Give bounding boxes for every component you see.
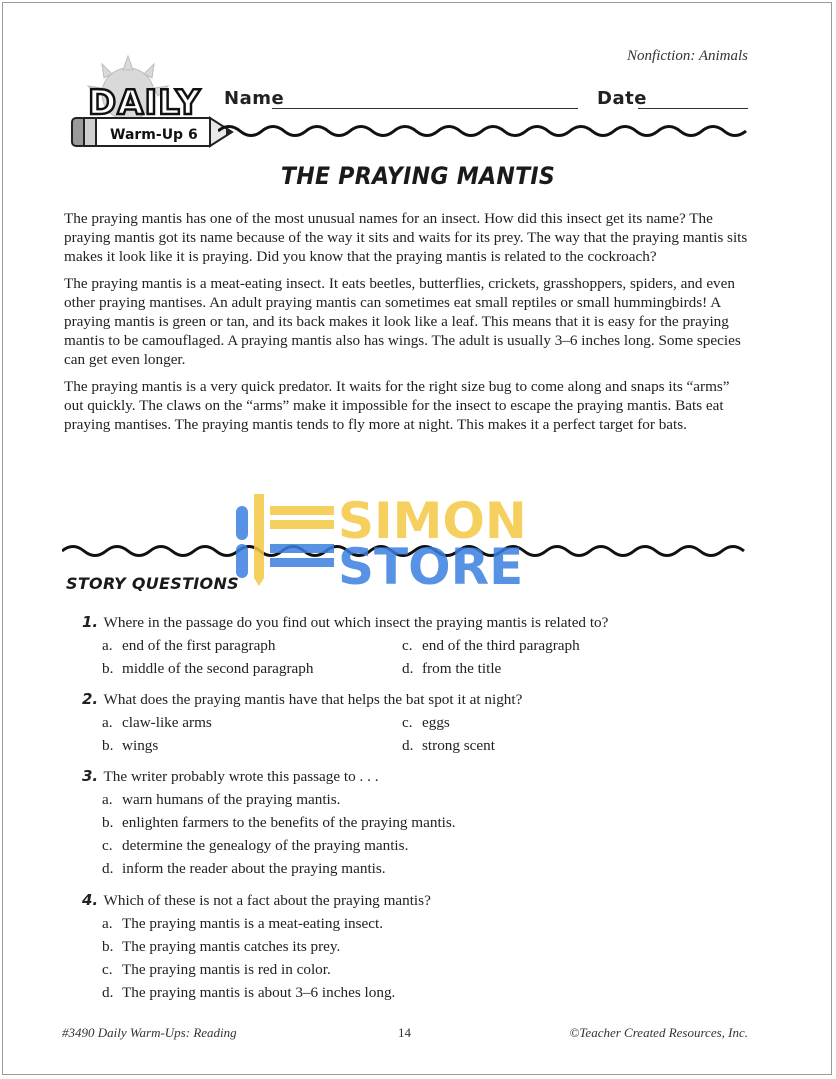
question-1 xyxy=(82,613,752,683)
date-label: Date xyxy=(597,88,647,109)
logo-word: DAILY xyxy=(88,83,202,123)
option-d[interactable]: d. strong scent xyxy=(402,737,495,754)
passage-paragraph-2: The praying mantis is a meat-eating insect. It eats beetles, butterflies, crickets, grasshoppers, spiders, and even other praying mantises. An adult praying mantis can sometimes eat small reptiles or small hummingbirds! A praying mantis is green or tan, and its back makes it look like a leaf. This means that it is easy for the praying mantis to be camouflaged. A praying mantis also has wings. The adult is usually 3–6 inches long. Some species can get even longer. xyxy=(64,275,741,368)
question-stem: Where in the passage do you find out which insect the praying mantis is related to? xyxy=(103,614,609,631)
footer-page-number: 14 xyxy=(398,1025,411,1040)
logo-subtitle: Warm-Up 6 xyxy=(110,127,198,143)
option-a[interactable]: a. end of the first paragraph xyxy=(102,637,276,654)
question-number: 3. xyxy=(82,767,99,785)
passage-paragraph-3: The praying mantis is a very quick predator. It waits for the right size bug to come along and snaps its “arms” out quickly. The claws on the “arms” make it impossible for the insect to escape the praying mantis. Bats eat praying mantises. The praying mantis tends to fly more at night. This makes it a perfect target for bats. xyxy=(64,378,730,433)
question-number: 4. xyxy=(82,891,99,909)
reading-passage xyxy=(64,209,748,442)
option-d[interactable]: d. inform the reader about the praying mantis. xyxy=(102,860,386,877)
footer-copyright: ©Teacher Created Resources, Inc. xyxy=(569,1025,748,1040)
page-title: THE PRAYING MANTIS xyxy=(280,162,556,190)
watermark-line-1: SIMON xyxy=(338,492,527,550)
question-2 xyxy=(82,690,752,760)
option-a[interactable]: a. claw-like arms xyxy=(102,714,212,731)
question-number: 2. xyxy=(82,690,99,708)
footer-book-title: #3490 Daily Warm-Ups: Reading xyxy=(62,1025,237,1040)
option-b[interactable]: b. The praying mantis catches its prey. xyxy=(102,938,341,955)
passage-paragraph-1: The praying mantis has one of the most unusual names for an insect. How did this insect get its name? The praying mantis got its name because of the way it sits and waits for its prey. The way that the praying mantis sits makes it look like it is praying. Did you know that the praying mantis is related to the cockroach? xyxy=(64,210,748,265)
option-b[interactable]: b. wings xyxy=(102,737,159,754)
question-stem: What does the praying mantis have that helps the bat spot it at night? xyxy=(103,691,523,708)
top-wave-divider xyxy=(218,120,750,142)
option-b[interactable]: b. enlighten farmers to the benefits of the praying mantis. xyxy=(102,814,456,831)
watermark-line-2: STORE xyxy=(338,538,524,588)
name-field-line[interactable] xyxy=(272,108,578,109)
option-c[interactable]: c. eggs xyxy=(402,714,450,731)
option-a[interactable]: a. The praying mantis is a meat-eating insect. xyxy=(102,915,384,932)
question-stem: Which of these is not a fact about the praying mantis? xyxy=(103,892,431,909)
story-questions-heading: STORY QUESTIONS xyxy=(66,574,239,593)
option-d[interactable]: d. from the title xyxy=(402,660,502,677)
question-4 xyxy=(82,891,752,1007)
watermark-emblem-icon xyxy=(236,494,334,586)
daily-warmup-logo xyxy=(66,52,238,161)
option-d[interactable]: d. The praying mantis is about 3–6 inches long. xyxy=(102,984,396,1001)
name-label: Name xyxy=(224,88,285,109)
question-3 xyxy=(82,767,752,883)
option-a[interactable]: a. warn humans of the praying mantis. xyxy=(102,791,341,808)
option-c[interactable]: c. end of the third paragraph xyxy=(402,637,580,654)
option-c[interactable]: c. The praying mantis is red in color. xyxy=(102,961,331,978)
question-number: 1. xyxy=(82,613,99,631)
date-field-line[interactable] xyxy=(638,108,748,109)
option-b[interactable]: b. middle of the second paragraph xyxy=(102,660,314,677)
question-stem: The writer probably wrote this passage to . . . xyxy=(103,768,379,785)
option-c[interactable]: c. determine the genealogy of the praying mantis. xyxy=(102,837,409,854)
category-label: Nonfiction: Animals xyxy=(627,48,748,64)
simon-store-watermark xyxy=(234,492,594,593)
